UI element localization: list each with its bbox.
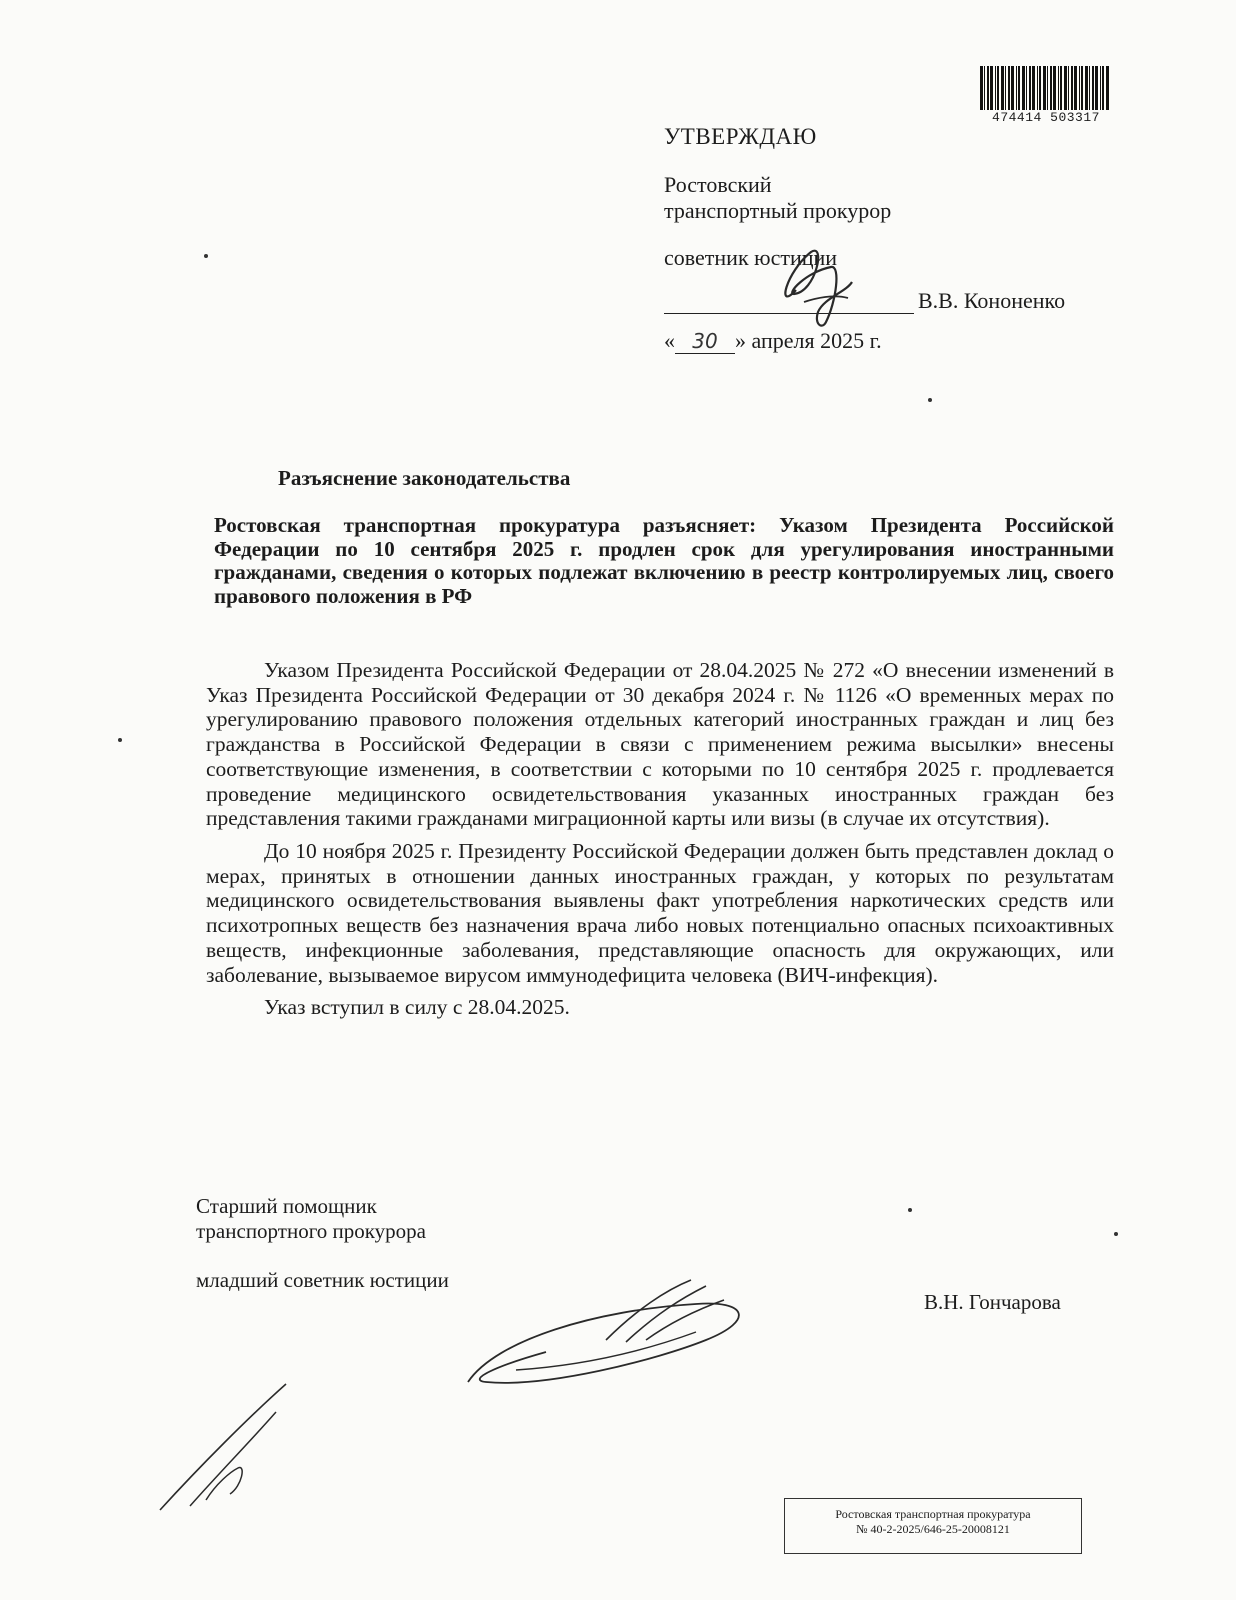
registration-line1: Ростовская транспортная прокуратура (835, 1507, 1031, 1521)
scan-speck (1114, 1232, 1118, 1236)
footer-signature (456, 1270, 776, 1400)
barcode-bar (1060, 66, 1062, 110)
approval-rank: советник юстиции (664, 245, 838, 271)
date-day-handwritten: 30 (675, 330, 735, 354)
barcode-bar (1079, 66, 1080, 110)
registration-stamp (784, 1498, 1082, 1554)
barcode-bar (1053, 66, 1056, 110)
approval-block (664, 124, 1124, 354)
barcode-bar (1106, 66, 1109, 110)
barcode-bar (1074, 66, 1077, 110)
body-paragraph-3: Указ вступил в силу с 28.04.2025. (264, 995, 570, 1020)
barcode-bar (1032, 66, 1035, 110)
barcode-bar (984, 66, 985, 110)
scan-speck (118, 738, 122, 742)
document-lead: Ростовская транспортная прокуратура разъясняет: Указом Президента Российской Федерации по 10 сентября 2025 г. продлен срок для урегулирования иностранными гражданами, сведения о которых подлежат включению в реестр контролируемых лиц, своего правового положения в РФ (214, 513, 1114, 608)
approval-date (664, 328, 1124, 354)
initials-mark (150, 1376, 300, 1516)
footer-signer: В.Н. Гончарова (924, 1290, 1061, 1314)
barcode-bar (1037, 66, 1038, 110)
barcode-bar (980, 66, 983, 110)
approval-signature (756, 232, 866, 342)
barcode-bar (1058, 66, 1059, 110)
barcode-bar (1018, 66, 1020, 110)
scan-speck (204, 254, 208, 258)
barcode-bar (1085, 66, 1088, 110)
barcode-bar (990, 66, 993, 110)
barcode-bar (1071, 66, 1073, 110)
barcode-bar (1095, 66, 1098, 110)
barcode-bar (1005, 66, 1006, 110)
approval-organization (664, 172, 1124, 223)
barcode-bar (1008, 66, 1010, 110)
barcode-bar (1102, 66, 1104, 110)
barcode-bar (1011, 66, 1014, 110)
barcode-bar (987, 66, 989, 110)
approval-signature-line (664, 288, 1124, 313)
approval-title: УТВЕРЖДАЮ (664, 124, 817, 149)
barcode-bar (1092, 66, 1094, 110)
barcode-bar (1029, 66, 1031, 110)
barcode-bar (1043, 66, 1046, 110)
approval-signer: В.В. Кононенко (918, 288, 1066, 314)
scan-speck (908, 1208, 912, 1212)
document-body (206, 658, 1114, 1028)
barcode-bar (1039, 66, 1041, 110)
footer-position-line1: Старший помощник (196, 1194, 377, 1218)
barcode-bar (1001, 66, 1004, 110)
barcode-bar (1068, 66, 1069, 110)
approval-org-line1: Ростовский (664, 172, 772, 198)
barcode-bar (1022, 66, 1025, 110)
barcode-bar (1089, 66, 1090, 110)
barcode-bar (1100, 66, 1101, 110)
barcode-bar (1050, 66, 1052, 110)
barcode-number: 474414 503317 (978, 110, 1114, 125)
date-open-quote: « (664, 327, 675, 353)
barcode-bar (1047, 66, 1048, 110)
barcode-bar (1026, 66, 1027, 110)
document-heading: Разъяснение законодательства (278, 466, 571, 490)
date-rest: » апреля 2025 г. (735, 327, 882, 353)
barcode-bar (1081, 66, 1083, 110)
approval-org-line2: транспортный прокурор (664, 197, 892, 223)
footer-position-line2: транспортного прокурора (196, 1219, 426, 1244)
footer-rank: младший советник юстиции (196, 1268, 449, 1293)
body-paragraph-2: До 10 ноября 2025 г. Президенту Российской Федерации должен быть представлен доклад о мерах, принятых в отношении данных иностранных граждан, у которых по результатам медицинского освидетельствования выявлены факт употребления наркотических средств или психотропных веществ без назначения врача либо новых потенциально опасных психоактивных веществ, инфекционные заболевания, представляющие опасность для окружающих, или заболевание, вызываемое вирусом иммунодефицита человека (ВИЧ-инфекция). (206, 839, 1114, 987)
footer-position-block (196, 1194, 449, 1294)
barcode-bar (1016, 66, 1017, 110)
barcode-bar (995, 66, 996, 110)
barcode-bar (1064, 66, 1067, 110)
barcode-bar (997, 66, 999, 110)
body-paragraph-1: Указом Президента Российской Федерации от 28.04.2025 № 272 «О внесении изменений в Указ Президента Российской Федерации от 30 декабря 2024 г. № 1126 «О временных мерах по урегулированию правового положения отдельных категорий иностранных граждан и лиц без гражданства в Российской Федерации в связи с применением режима высылки» внесены соответствующие изменения, в соответствии с которыми по 10 сентября 2025 г. продлевается проведение медицинского освидетельствования указанных иностранных граждан без представления такими гражданами миграционной карты или визы (в случае их отсутствия). (206, 658, 1114, 831)
registration-line2: № 40-2-2025/646-25-20008121 (856, 1522, 1010, 1536)
scan-speck (928, 398, 932, 402)
